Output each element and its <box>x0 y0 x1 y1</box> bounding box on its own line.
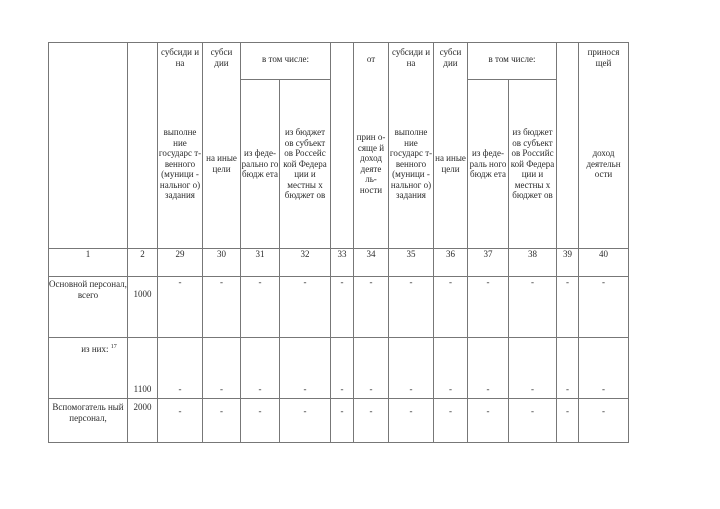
table-cell: - <box>579 277 629 338</box>
header-cell-c40-top <box>579 43 629 80</box>
header-cell-including-1 <box>241 43 331 80</box>
header-text: в том числе: <box>488 54 536 64</box>
table-cell: - <box>579 399 629 443</box>
header-main-c36 <box>434 80 468 249</box>
table-cell: - <box>158 277 203 338</box>
table-cell: - <box>557 399 579 443</box>
staff-salary-table <box>48 42 629 443</box>
column-number: 32 <box>280 249 331 277</box>
header-cell-c39-top <box>557 43 579 80</box>
table-row <box>49 277 629 338</box>
footnote-marker: 17 <box>110 344 117 350</box>
column-number: 1 <box>49 249 128 277</box>
header-cell-c29-top <box>158 43 203 80</box>
table-cell: - <box>557 277 579 338</box>
header-text: субси дии <box>439 47 462 68</box>
table-cell: - <box>241 338 280 399</box>
header-row-top <box>49 43 629 80</box>
table-cell: - <box>434 277 468 338</box>
header-cell-c35-top <box>389 43 434 80</box>
table-cell: - <box>280 277 331 338</box>
row-code: 1000 <box>128 277 158 338</box>
column-number: 40 <box>579 249 629 277</box>
header-text: из бюджет ов субъект ов Российс кой Федера ции и местны х бюджет ов <box>510 127 555 201</box>
header-text: принося щей <box>587 47 620 68</box>
header-text: из бюджет ов субъект ов Россейс кой Федера ции и местны х бюджет ов <box>283 127 327 201</box>
column-number: 37 <box>468 249 509 277</box>
header-main-c30 <box>203 80 241 249</box>
column-number: 30 <box>203 249 241 277</box>
table-cell: - <box>434 338 468 399</box>
header-main-c31 <box>241 80 280 249</box>
header-main-c33 <box>331 80 354 249</box>
table-cell: - <box>354 399 389 443</box>
table-cell: - <box>331 399 354 443</box>
column-number: 38 <box>509 249 557 277</box>
header-main-c2 <box>128 80 158 249</box>
table-cell: - <box>203 399 241 443</box>
row-code: 1100 <box>128 338 158 399</box>
table-cell: - <box>389 277 434 338</box>
column-number: 29 <box>158 249 203 277</box>
header-text: субси дии <box>210 47 233 68</box>
table-cell: - <box>158 338 203 399</box>
table-cell: - <box>389 338 434 399</box>
header-cell-c2 <box>128 43 158 80</box>
table-row <box>49 399 629 443</box>
header-cell-c34-top <box>354 43 389 80</box>
header-main-c1 <box>49 80 128 249</box>
column-number: 35 <box>389 249 434 277</box>
table-cell: - <box>509 338 557 399</box>
header-text: в том числе: <box>262 54 309 64</box>
table-cell: - <box>280 399 331 443</box>
table-cell: - <box>389 399 434 443</box>
header-row-main <box>49 80 629 249</box>
header-main-c35 <box>389 80 434 249</box>
column-number: 33 <box>331 249 354 277</box>
table-row <box>49 338 629 399</box>
column-number: 39 <box>557 249 579 277</box>
table-cell: - <box>509 399 557 443</box>
header-cell-c33-top <box>331 43 354 80</box>
table-cell: - <box>468 277 509 338</box>
header-main-c40 <box>579 80 629 249</box>
table-cell: - <box>241 277 280 338</box>
header-main-c39 <box>557 80 579 249</box>
table-cell: - <box>354 277 389 338</box>
table-cell: - <box>241 399 280 443</box>
header-text: на иные цели <box>206 153 237 174</box>
row-label <box>49 338 128 399</box>
header-cell-c36-top <box>434 43 468 80</box>
table-cell: - <box>331 338 354 399</box>
row-label: Основной персонал, всего <box>49 277 128 338</box>
table-cell: - <box>331 277 354 338</box>
header-text: из феде- раль ного бюдж ета <box>469 148 507 180</box>
column-number: 31 <box>241 249 280 277</box>
table-cell: - <box>468 399 509 443</box>
table-cell: - <box>280 338 331 399</box>
header-text: субсиди и на <box>391 47 431 68</box>
row-code: 2000 <box>128 399 158 443</box>
header-text: субсиди и на <box>160 47 200 68</box>
header-cell-c30-top <box>203 43 241 80</box>
header-main-c34 <box>354 80 389 249</box>
header-main-c37 <box>468 80 509 249</box>
header-text: выполне ние государс т- венного (муници - нальног о) задания <box>389 127 433 200</box>
column-number: 34 <box>354 249 389 277</box>
header-cell-including-2 <box>468 43 557 80</box>
header-text: прин о- сяще й доход деяте ль- ности <box>356 132 386 195</box>
table-cell: - <box>557 338 579 399</box>
table-cell: - <box>579 338 629 399</box>
header-text: выполне ние государс т- венного (муници - нальног о) задания <box>158 127 202 200</box>
table-cell: - <box>203 277 241 338</box>
header-text: от <box>366 54 376 64</box>
header-main-c38 <box>509 80 557 249</box>
table-cell: - <box>158 399 203 443</box>
header-text: из феде- рально го бюдж ета <box>241 148 279 180</box>
header-main-c32 <box>280 80 331 249</box>
row-label: Вспомогатель ный персонал, <box>49 399 128 443</box>
table-cell: - <box>354 338 389 399</box>
header-main-c29 <box>158 80 203 249</box>
header-text: на иные цели <box>435 153 466 174</box>
table-cell: - <box>434 399 468 443</box>
column-number-row <box>49 249 629 277</box>
column-number: 2 <box>128 249 158 277</box>
table-cell: - <box>203 338 241 399</box>
column-number: 36 <box>434 249 468 277</box>
table-cell: - <box>509 277 557 338</box>
header-cell-c1 <box>49 43 128 80</box>
row-label-text: из них: <box>81 344 109 354</box>
table-cell: - <box>468 338 509 399</box>
header-text: доход деятельн ости <box>586 148 621 179</box>
